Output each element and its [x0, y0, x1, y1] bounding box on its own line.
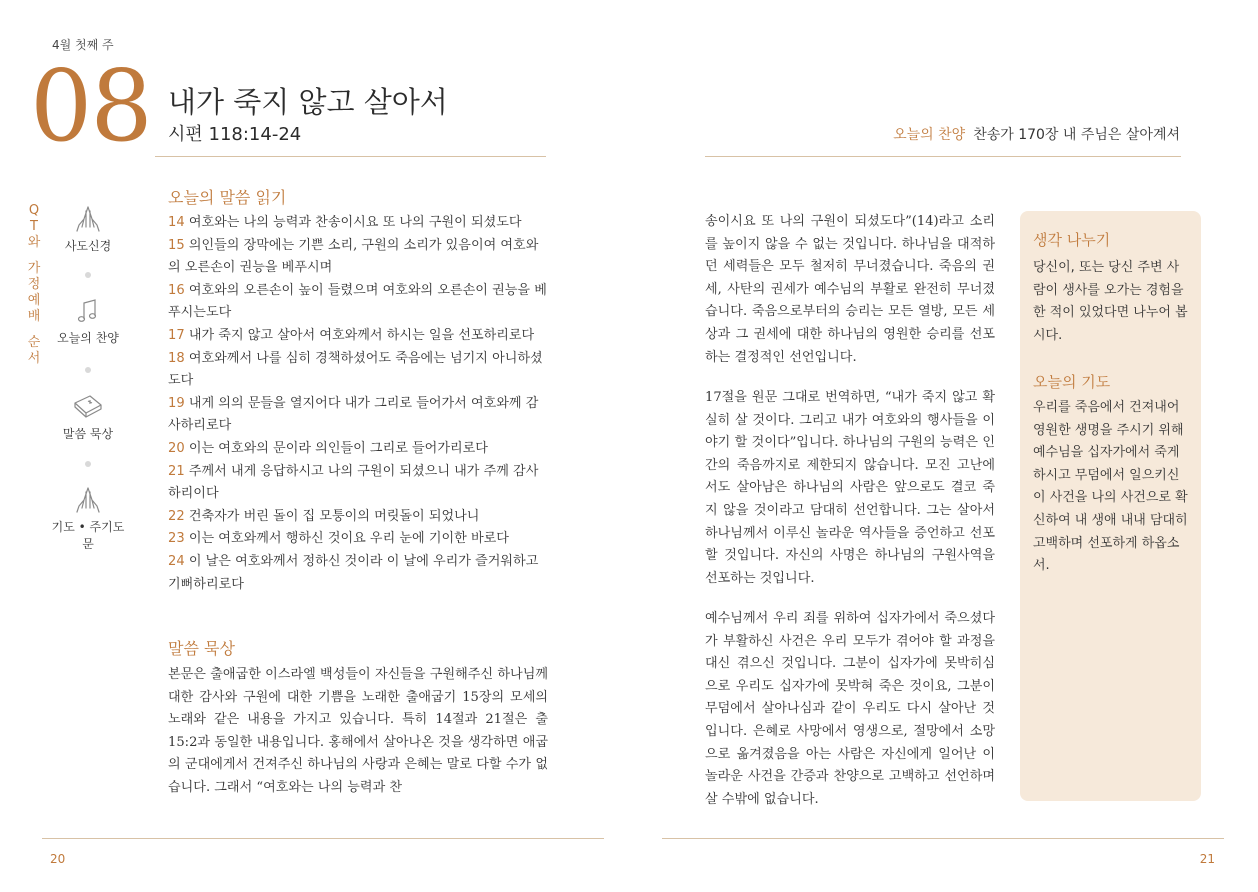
meditation-paragraph: 예수님께서 우리 죄를 위하여 십자가에서 죽으셨다가 부활하신 사건은 우리 모두가 겪어야 할 과정을 대신 겪으신 것입니다. 그분이 십자가에 못박히심으로 우리도 십자가에 못박혀 죽은 것이요, 그분이 무덤에서 살아나심과 같이 우리도 다시 살아난 것입니다. 은혜로 사망에서 영생으로, 절망에서 소망으로 옮겨졌음을 아는 사람은 자신에게 일어난 이 놀라운 사건을 간증과 찬양으로 고백하고 선언하며 살 수밖에 없습니다.: [705, 611, 995, 807]
header-divider-left: [155, 156, 546, 157]
verse-number: 14: [168, 215, 185, 230]
verse: [168, 528, 548, 551]
vertical-gap: [26, 251, 42, 261]
order-item-prayer: [48, 486, 128, 552]
order-separator-dot: [85, 272, 91, 278]
verse-text: 의인들의 장막에는 기쁜 소리, 구원의 소리가 있음이여 여호와의 오른손이 권능을 베푸시며: [168, 237, 539, 276]
order-item-creed: [48, 205, 128, 254]
verse: [168, 325, 548, 348]
verse-number: 21: [168, 463, 185, 479]
verse-text: 주께서 내게 응답하시고 나의 구원이 되셨으니 내가 주께 감사하리이다: [168, 463, 539, 502]
footer-divider-left: [42, 838, 604, 839]
order-label: 사도신경: [64, 239, 112, 253]
vertical-char: 서: [27, 351, 41, 366]
meditation-paragraph: 본문은 출애굽한 이스라엘 백성들이 자신들을 구원해주신 하나님께 대한 감사와 구원에 대한 기쁨을 노래한 출애굽기 15장의 모세의 노래와 같은 내용을 가지고 있습니다. 특히 14절과 21절은 출 15:2과 동일한 내용입니다. 홍해에서 살아나온 것을 생각하면 애굽의 군대에게서 건져주신 하나님의 사랑과 은혜는 말로 다할 수가 없습니다. 그래서 “여호와는 나의 능력과 찬: [168, 667, 548, 795]
music-note-icon: [73, 297, 103, 325]
verse: [168, 235, 548, 280]
vertical-char: Q: [28, 203, 40, 218]
page-number-right: 21: [1199, 852, 1215, 866]
order-item-meditation: [48, 393, 128, 442]
order-item-hymn: [48, 297, 128, 346]
vertical-char: T: [30, 219, 38, 234]
verse-number: 22: [168, 508, 185, 524]
vertical-gap: [26, 325, 42, 335]
verse-text: 이 날은 여호와께서 정하신 것이라 이 날에 우리가 즐거워하고 기뻐하리로다: [168, 553, 539, 592]
vertical-char: 와: [27, 235, 41, 250]
today-hymn: [893, 124, 1180, 144]
hymn-label: 오늘의 찬양: [893, 127, 966, 143]
verse-number: 19: [168, 395, 185, 411]
vertical-char: 가: [27, 261, 41, 276]
hymn-text: 찬송가 170장 내 주님은 살아계셔: [973, 127, 1180, 143]
verse: [168, 348, 548, 393]
share-heading: 생각 나누기: [1033, 231, 1111, 249]
verse-text: 내게 의의 문들을 열지어다 내가 그리로 들어가서 여호와께 감사하리로다: [168, 395, 539, 434]
vertical-char: 배: [27, 309, 41, 324]
verse-number: 16: [168, 282, 185, 298]
order-separator-dot: [85, 367, 91, 373]
prayer-heading: 오늘의 기도: [1033, 373, 1111, 391]
verse: [168, 551, 548, 596]
verse: [168, 506, 548, 529]
verse: [168, 438, 548, 461]
verse: [168, 212, 548, 235]
week-label: 4월 첫째 주: [52, 38, 114, 52]
bible-book-icon: [72, 393, 104, 421]
verse: [168, 393, 548, 438]
verse-text: 내가 죽지 않고 살아서 여호와께서 하시는 일을 선포하리로다: [188, 327, 535, 343]
vertical-order-label: [26, 203, 42, 367]
praying-hands-icon: [73, 486, 103, 514]
meditation-heading: 말씀 묵상: [168, 639, 235, 658]
verse-list: [168, 212, 548, 596]
verse-number: 20: [168, 440, 185, 456]
page-title: 내가 죽지 않고 살아서: [168, 85, 448, 119]
verse-number: 18: [168, 350, 185, 366]
scripture-passage: 시편 118:14-24: [168, 124, 302, 145]
vertical-char: 순: [27, 335, 41, 350]
meditation-paragraph: 17절을 원문 그대로 번역하면, “내가 죽지 않고 확실히 살 것이다. 그리고 내가 여호와의 행사들을 이야기 할 것이다”입니다. 하나님의 구원의 능력은 인간의 죽음까지로 제한되지 않습니다. 모진 고난에서도 살아남은 하나님의 사람은 앞으로도 결코 죽지 않을 것이라고 담대히 선언합니다. 그는 살아서 하나님께서 이루신 놀라운 역사들을 증언하고 선포할 것입니다. 자신의 사명은 하나님의 구원사역을 선포하는 것입니다.: [705, 390, 995, 586]
praying-hands-icon: [73, 205, 103, 233]
vertical-char: 예: [27, 293, 41, 308]
share-text: 당신이, 또는 당신 주변 사람이 생사를 오가는 경험을 한 적이 있었다면 나누어 봅시다.: [1033, 260, 1188, 343]
verse-text: 이는 여호와께서 행하신 것이요 우리 눈에 기이한 바로다: [188, 531, 509, 547]
verse-text: 여호와는 나의 능력과 찬송이시요 또 나의 구원이 되셨도다: [188, 215, 522, 230]
verse-number: 15: [168, 237, 185, 253]
order-label: 기도 • 주기도문: [51, 520, 125, 551]
header-divider-right: [705, 156, 1181, 157]
verse-text: 이는 여호와의 문이라 의인들이 그리로 들어가리로다: [188, 440, 488, 456]
discussion-box: [1020, 211, 1201, 801]
lesson-number: 08: [30, 50, 151, 164]
verse-number: 23: [168, 531, 185, 547]
verse: [168, 461, 548, 506]
verse-text: 여호와의 오른손이 높이 들렸으며 여호와의 오른손이 권능을 베푸시는도다: [168, 282, 547, 321]
order-label: 말씀 묵상: [62, 427, 114, 441]
verse-number: 24: [168, 553, 185, 569]
order-separator-dot: [85, 461, 91, 467]
meditation-paragraph: 송이시요 또 나의 구원이 되셨도다”(14)라고 소리를 높이지 않을 수 없는 것입니다. 하나님을 대적하던 세력들은 모두 철저히 무너졌습니다. 죽음의 권세, 사탄의 권세가 예수님의 부활로 완전히 무너졌습니다. 죽음으로부터의 승리는 모든 열방, 모든 세상과 그 권세에 대한 하나님의 영원한 승리를 선포하는 결정적인 선언입니다.: [705, 214, 995, 365]
vertical-char: 정: [27, 277, 41, 292]
footer-divider-right: [662, 838, 1224, 839]
page-number-left: 20: [50, 852, 66, 866]
verse-text: 건축자가 버린 돌이 집 모퉁이의 머릿돌이 되었나니: [188, 508, 480, 524]
verse-number: 17: [168, 327, 185, 343]
verse: [168, 280, 548, 325]
prayer-text: 우리를 죽음에서 건져내어 영원한 생명을 주시기 위해 예수님을 십자가에서 죽게 하시고 무덤에서 일으키신 이 사건을 나의 사건으로 확신하여 내 생애 내내 담대히 고백하며 선포하게 하옵소서.: [1033, 400, 1188, 574]
verse-text: 여호와께서 나를 심히 경책하셨어도 죽음에는 넘기지 아니하셨도다: [168, 350, 543, 389]
reading-heading: 오늘의 말씀 읽기: [168, 188, 287, 207]
order-label: 오늘의 찬양: [57, 331, 119, 345]
